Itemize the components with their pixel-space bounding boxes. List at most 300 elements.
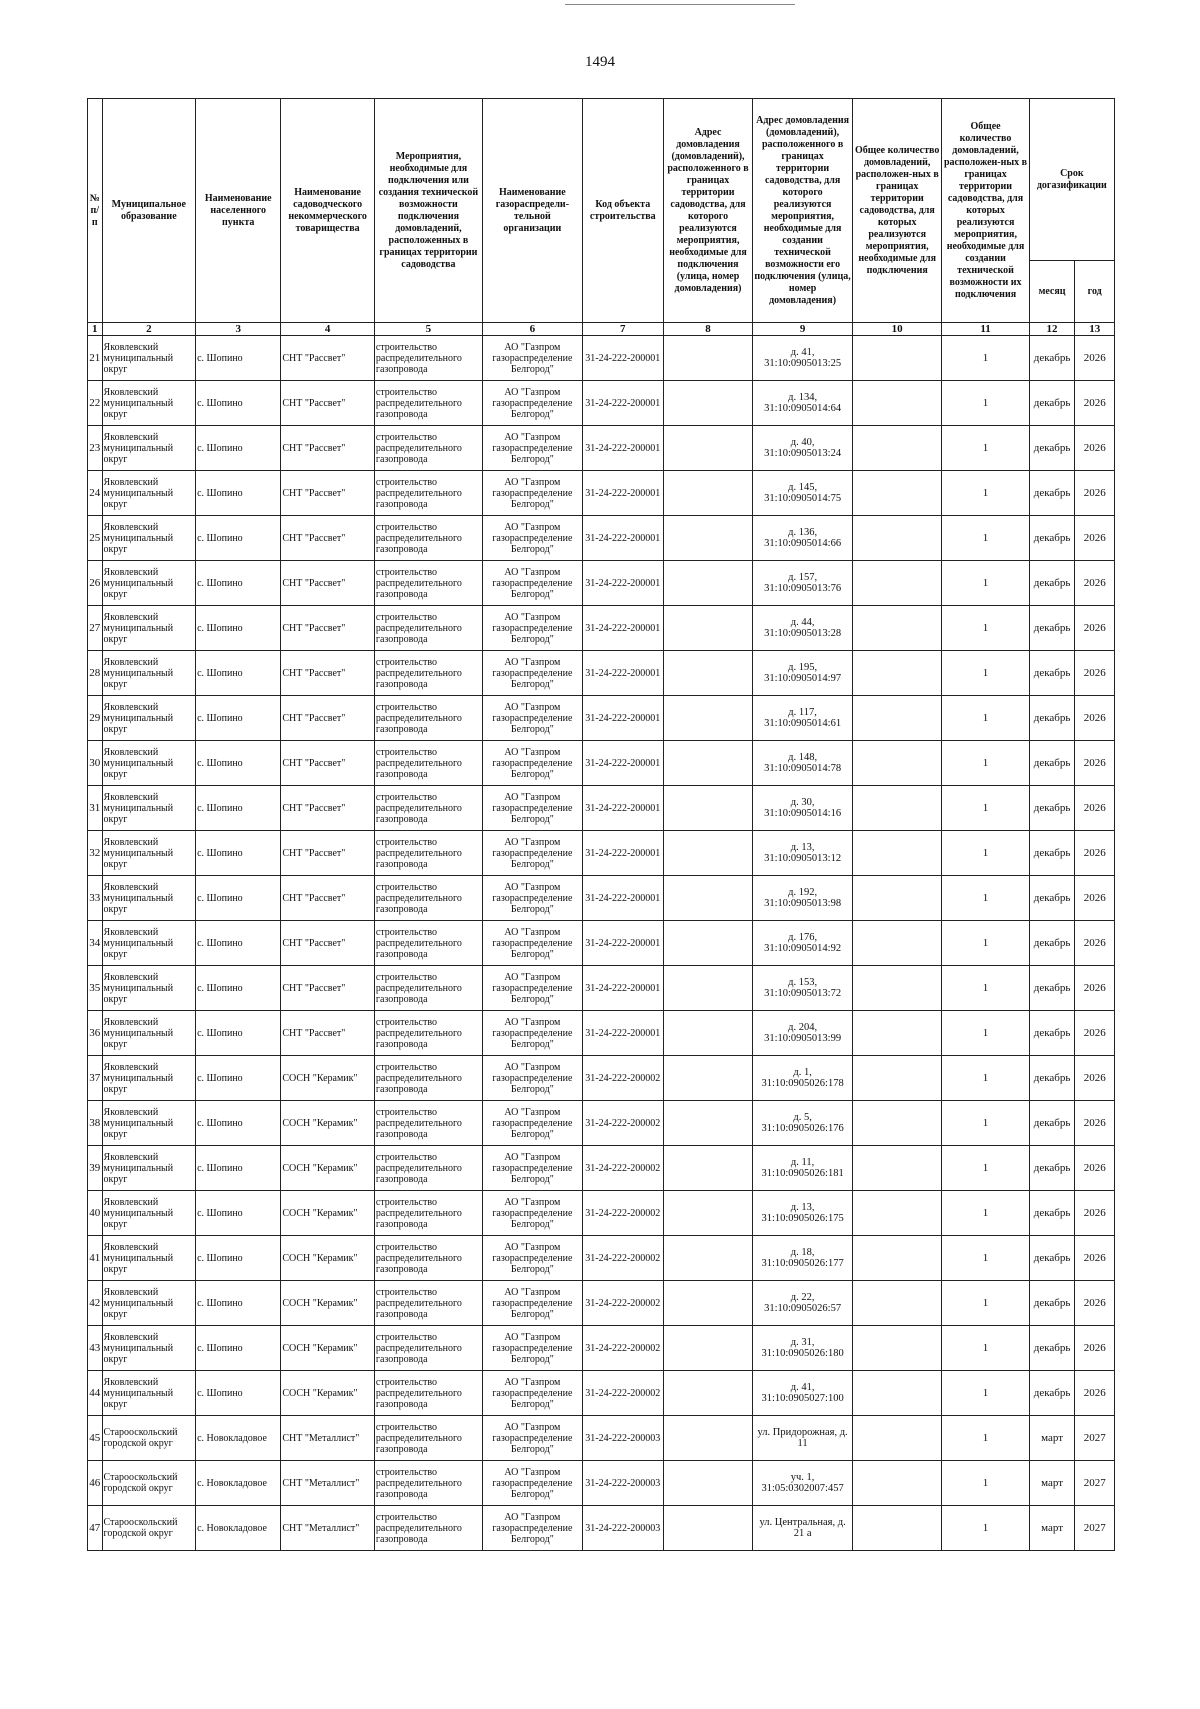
partnership-cell: СНТ "Рассвет" (281, 1011, 375, 1056)
row-number-cell: 31 (88, 786, 103, 831)
row-number-cell: 35 (88, 966, 103, 1011)
object-code-cell: 31-24-222-200001 (582, 921, 663, 966)
address-capability-cell: д. 192, 31:10:0905013:98 (753, 876, 853, 921)
table-row (88, 966, 1115, 1011)
municipality-cell: Яковлевский муниципальный округ (102, 1011, 196, 1056)
column-number-cell: 11 (942, 323, 1029, 336)
deadline-year-cell: 2027 (1075, 1506, 1115, 1551)
partnership-cell: СНТ "Рассвет" (281, 696, 375, 741)
settlement-cell: с. Шопино (196, 876, 281, 921)
settlement-cell: с. Шопино (196, 786, 281, 831)
row-number-cell: 26 (88, 561, 103, 606)
object-code-cell: 31-24-222-200001 (582, 561, 663, 606)
address-connection-cell (663, 1416, 752, 1461)
measures-cell: строительство распределительного газопровода (374, 1101, 482, 1146)
row-number-cell: 21 (88, 336, 103, 381)
gas-org-cell: АО "Газпром газораспределение Белгород" (482, 336, 582, 381)
row-number-cell: 25 (88, 516, 103, 561)
table-row (88, 516, 1115, 561)
partnership-cell: СОСН "Керамик" (281, 1056, 375, 1101)
address-capability-cell: д. 204, 31:10:0905013:99 (753, 1011, 853, 1056)
object-code-cell: 31-24-222-200003 (582, 1416, 663, 1461)
deadline-month-cell: декабрь (1029, 1236, 1075, 1281)
gas-org-cell: АО "Газпром газораспределение Белгород" (482, 1101, 582, 1146)
gas-org-cell: АО "Газпром газораспределение Белгород" (482, 1056, 582, 1101)
partnership-cell: СНТ "Рассвет" (281, 651, 375, 696)
deadline-year-cell: 2026 (1075, 426, 1115, 471)
total-capability-cell: 1 (942, 1056, 1029, 1101)
total-capability-cell: 1 (942, 1416, 1029, 1461)
gas-org-cell: АО "Газпром газораспределение Белгород" (482, 1011, 582, 1056)
address-connection-cell (663, 471, 752, 516)
settlement-cell: с. Шопино (196, 1101, 281, 1146)
object-code-cell: 31-24-222-200001 (582, 966, 663, 1011)
column-number-cell: 3 (196, 323, 281, 336)
object-code-cell: 31-24-222-200001 (582, 1011, 663, 1056)
municipality-cell: Яковлевский муниципальный округ (102, 651, 196, 696)
col-header-total-connection: Общее количество домовладений, расположен-ных в границах территории садоводства, для которых реализуются мероприятия, необходимые для подключения (852, 99, 941, 323)
partnership-cell: СНТ "Рассвет" (281, 606, 375, 651)
deadline-month-cell: декабрь (1029, 651, 1075, 696)
page-number: 1494 (585, 54, 615, 70)
municipality-cell: Яковлевский муниципальный округ (102, 1101, 196, 1146)
deadline-year-cell: 2026 (1075, 1146, 1115, 1191)
total-connection-cell (852, 381, 941, 426)
col-header-gas-org: Наименование газораспредели-тельной организации (482, 99, 582, 323)
partnership-cell: СНТ "Рассвет" (281, 336, 375, 381)
total-connection-cell (852, 426, 941, 471)
row-number-cell: 39 (88, 1146, 103, 1191)
deadline-month-cell: декабрь (1029, 381, 1075, 426)
deadline-month-cell: декабрь (1029, 741, 1075, 786)
address-connection-cell (663, 426, 752, 471)
table-row (88, 1371, 1115, 1416)
deadline-year-cell: 2026 (1075, 651, 1115, 696)
col-header-measures: Мероприятия, необходимые для подключения или создания технической возможности подключения домовладений, расположенных в границах территории садоводства (374, 99, 482, 323)
partnership-cell: СНТ "Рассвет" (281, 381, 375, 426)
municipality-cell: Яковлевский муниципальный округ (102, 1191, 196, 1236)
total-connection-cell (852, 966, 941, 1011)
row-number-cell: 27 (88, 606, 103, 651)
measures-cell: строительство распределительного газопровода (374, 786, 482, 831)
total-capability-cell: 1 (942, 1011, 1029, 1056)
settlement-cell: с. Шопино (196, 1236, 281, 1281)
partnership-cell: СОСН "Керамик" (281, 1326, 375, 1371)
row-number-cell: 44 (88, 1371, 103, 1416)
measures-cell: строительство распределительного газопровода (374, 876, 482, 921)
row-number-cell: 36 (88, 1011, 103, 1056)
deadline-month-cell: декабрь (1029, 516, 1075, 561)
total-capability-cell: 1 (942, 696, 1029, 741)
settlement-cell: с. Шопино (196, 561, 281, 606)
measures-cell: строительство распределительного газопровода (374, 651, 482, 696)
municipality-cell: Старооскольский городской округ (102, 1461, 196, 1506)
total-connection-cell (852, 606, 941, 651)
deadline-month-cell: декабрь (1029, 336, 1075, 381)
settlement-cell: с. Новокладовое (196, 1461, 281, 1506)
address-capability-cell: д. 157, 31:10:0905013:76 (753, 561, 853, 606)
address-capability-cell: д. 44, 31:10:0905013:28 (753, 606, 853, 651)
object-code-cell: 31-24-222-200002 (582, 1326, 663, 1371)
settlement-cell: с. Новокладовое (196, 1506, 281, 1551)
gas-org-cell: АО "Газпром газораспределение Белгород" (482, 1371, 582, 1416)
municipality-cell: Яковлевский муниципальный округ (102, 606, 196, 651)
partnership-cell: СОСН "Керамик" (281, 1281, 375, 1326)
row-number-cell: 32 (88, 831, 103, 876)
deadline-month-cell: декабрь (1029, 1011, 1075, 1056)
table-row (88, 336, 1115, 381)
total-connection-cell (852, 1326, 941, 1371)
table-row (88, 876, 1115, 921)
gas-org-cell: АО "Газпром газораспределение Белгород" (482, 921, 582, 966)
total-capability-cell: 1 (942, 831, 1029, 876)
table-row (88, 741, 1115, 786)
measures-cell: строительство распределительного газопровода (374, 1056, 482, 1101)
partnership-cell: СОСН "Керамик" (281, 1101, 375, 1146)
address-capability-cell: д. 31, 31:10:0905026:180 (753, 1326, 853, 1371)
address-capability-cell: д. 117, 31:10:0905014:61 (753, 696, 853, 741)
municipality-cell: Яковлевский муниципальный округ (102, 336, 196, 381)
address-capability-cell: д. 11, 31:10:0905026:181 (753, 1146, 853, 1191)
address-connection-cell (663, 1146, 752, 1191)
object-code-cell: 31-24-222-200001 (582, 741, 663, 786)
partnership-cell: СНТ "Рассвет" (281, 921, 375, 966)
measures-cell: строительство распределительного газопровода (374, 1281, 482, 1326)
deadline-month-cell: декабрь (1029, 1326, 1075, 1371)
total-capability-cell: 1 (942, 921, 1029, 966)
deadline-year-cell: 2026 (1075, 741, 1115, 786)
address-connection-cell (663, 696, 752, 741)
settlement-cell: с. Шопино (196, 696, 281, 741)
address-connection-cell (663, 831, 752, 876)
settlement-cell: с. Шопино (196, 966, 281, 1011)
table-row (88, 1236, 1115, 1281)
address-capability-cell: д. 41, 31:10:0905027:100 (753, 1371, 853, 1416)
settlement-cell: с. Шопино (196, 741, 281, 786)
deadline-year-cell: 2026 (1075, 876, 1115, 921)
row-number-cell: 45 (88, 1416, 103, 1461)
object-code-cell: 31-24-222-200002 (582, 1056, 663, 1101)
row-number-cell: 40 (88, 1191, 103, 1236)
address-connection-cell (663, 921, 752, 966)
municipality-cell: Яковлевский муниципальный округ (102, 1236, 196, 1281)
total-connection-cell (852, 1416, 941, 1461)
deadline-year-cell: 2027 (1075, 1461, 1115, 1506)
total-connection-cell (852, 741, 941, 786)
address-capability-cell: д. 13, 31:10:0905013:12 (753, 831, 853, 876)
municipality-cell: Яковлевский муниципальный округ (102, 921, 196, 966)
deadline-month-cell: декабрь (1029, 1146, 1075, 1191)
address-capability-cell: д. 41, 31:10:0905013:25 (753, 336, 853, 381)
table-row (88, 1101, 1115, 1146)
gas-org-cell: АО "Газпром газораспределение Белгород" (482, 1506, 582, 1551)
object-code-cell: 31-24-222-200002 (582, 1146, 663, 1191)
table-row (88, 561, 1115, 606)
row-number-cell: 43 (88, 1326, 103, 1371)
col-header-address-capability: Адрес домовладения (домовладений), расположенного в границах территории садоводства, для которого реализуются мероприятия, необходимые для создании технической возможности его подключения (улица, номер домовладения) (753, 99, 853, 323)
total-connection-cell (852, 1191, 941, 1236)
settlement-cell: с. Шопино (196, 381, 281, 426)
total-capability-cell: 1 (942, 516, 1029, 561)
col-header-total-capability: Общее количество домовладений, расположен-ных в границах территории садоводства, для которых реализуются мероприятия, необходимые для создании технической возможности их подключения (942, 99, 1029, 323)
gas-org-cell: АО "Газпром газораспределение Белгород" (482, 1281, 582, 1326)
gas-org-cell: АО "Газпром газораспределение Белгород" (482, 1326, 582, 1371)
col-header-year: год (1075, 261, 1115, 323)
row-number-cell: 41 (88, 1236, 103, 1281)
deadline-year-cell: 2026 (1075, 606, 1115, 651)
measures-cell: строительство распределительного газопровода (374, 336, 482, 381)
municipality-cell: Яковлевский муниципальный округ (102, 696, 196, 741)
measures-cell: строительство распределительного газопровода (374, 1146, 482, 1191)
row-number-cell: 47 (88, 1506, 103, 1551)
table-row (88, 1281, 1115, 1326)
address-connection-cell (663, 516, 752, 561)
municipality-cell: Яковлевский муниципальный округ (102, 516, 196, 561)
settlement-cell: с. Шопино (196, 1056, 281, 1101)
total-connection-cell (852, 1281, 941, 1326)
settlement-cell: с. Шопино (196, 471, 281, 516)
total-connection-cell (852, 1236, 941, 1281)
total-connection-cell (852, 1506, 941, 1551)
municipality-cell: Яковлевский муниципальный округ (102, 831, 196, 876)
gas-org-cell: АО "Газпром газораспределение Белгород" (482, 831, 582, 876)
object-code-cell: 31-24-222-200002 (582, 1371, 663, 1416)
address-capability-cell: уч. 1, 31:05:0302007:457 (753, 1461, 853, 1506)
col-header-municipality: Муниципальное образование (102, 99, 196, 323)
partnership-cell: СНТ "Рассвет" (281, 471, 375, 516)
municipality-cell: Яковлевский муниципальный округ (102, 561, 196, 606)
row-number-cell: 24 (88, 471, 103, 516)
measures-cell: строительство распределительного газопровода (374, 1011, 482, 1056)
gas-org-cell: АО "Газпром газораспределение Белгород" (482, 381, 582, 426)
deadline-year-cell: 2026 (1075, 1371, 1115, 1416)
partnership-cell: СНТ "Рассвет" (281, 741, 375, 786)
address-capability-cell: д. 153, 31:10:0905013:72 (753, 966, 853, 1011)
address-connection-cell (663, 1011, 752, 1056)
address-connection-cell (663, 786, 752, 831)
column-number-cell: 12 (1029, 323, 1075, 336)
total-capability-cell: 1 (942, 1146, 1029, 1191)
address-capability-cell: д. 148, 31:10:0905014:78 (753, 741, 853, 786)
address-capability-cell: ул. Придорожная, д. 11 (753, 1416, 853, 1461)
gas-org-cell: АО "Газпром газораспределение Белгород" (482, 471, 582, 516)
table-row (88, 1146, 1115, 1191)
address-capability-cell: д. 136, 31:10:0905014:66 (753, 516, 853, 561)
object-code-cell: 31-24-222-200001 (582, 831, 663, 876)
total-capability-cell: 1 (942, 1101, 1029, 1146)
row-number-cell: 22 (88, 381, 103, 426)
deadline-month-cell: декабрь (1029, 1056, 1075, 1101)
deadline-year-cell: 2026 (1075, 1191, 1115, 1236)
deadline-year-cell: 2026 (1075, 336, 1115, 381)
column-number-cell: 10 (852, 323, 941, 336)
gas-org-cell: АО "Газпром газораспределение Белгород" (482, 1191, 582, 1236)
object-code-cell: 31-24-222-200002 (582, 1101, 663, 1146)
address-capability-cell: д. 30, 31:10:0905014:16 (753, 786, 853, 831)
municipality-cell: Яковлевский муниципальный округ (102, 876, 196, 921)
deadline-year-cell: 2026 (1075, 921, 1115, 966)
deadline-year-cell: 2026 (1075, 831, 1115, 876)
column-number-row (88, 323, 1115, 336)
settlement-cell: с. Шопино (196, 1281, 281, 1326)
deadline-month-cell: декабрь (1029, 426, 1075, 471)
row-number-cell: 30 (88, 741, 103, 786)
table-row (88, 471, 1115, 516)
deadline-month-cell: март (1029, 1461, 1075, 1506)
measures-cell: строительство распределительного газопровода (374, 381, 482, 426)
settlement-cell: с. Шопино (196, 1011, 281, 1056)
table-row (88, 651, 1115, 696)
total-connection-cell (852, 1101, 941, 1146)
object-code-cell: 31-24-222-200001 (582, 786, 663, 831)
total-capability-cell: 1 (942, 1236, 1029, 1281)
total-capability-cell: 1 (942, 1326, 1029, 1371)
col-header-deadline: Срок догазификации (1029, 99, 1114, 261)
total-connection-cell (852, 651, 941, 696)
col-header-settlement: Наименование населенного пункта (196, 99, 281, 323)
object-code-cell: 31-24-222-200001 (582, 516, 663, 561)
address-connection-cell (663, 1506, 752, 1551)
object-code-cell: 31-24-222-200001 (582, 426, 663, 471)
object-code-cell: 31-24-222-200002 (582, 1191, 663, 1236)
gas-org-cell: АО "Газпром газораспределение Белгород" (482, 876, 582, 921)
measures-cell: строительство распределительного газопровода (374, 1191, 482, 1236)
settlement-cell: с. Шопино (196, 1371, 281, 1416)
row-number-cell: 28 (88, 651, 103, 696)
column-number-cell: 13 (1075, 323, 1115, 336)
municipality-cell: Яковлевский муниципальный округ (102, 786, 196, 831)
gasification-table (87, 98, 1115, 1551)
table-body (88, 336, 1115, 1551)
deadline-year-cell: 2026 (1075, 516, 1115, 561)
municipality-cell: Яковлевский муниципальный округ (102, 1281, 196, 1326)
address-connection-cell (663, 966, 752, 1011)
deadline-year-cell: 2026 (1075, 1326, 1115, 1371)
partnership-cell: СОСН "Керамик" (281, 1191, 375, 1236)
address-connection-cell (663, 381, 752, 426)
table-row (88, 831, 1115, 876)
settlement-cell: с. Шопино (196, 831, 281, 876)
total-connection-cell (852, 336, 941, 381)
partnership-cell: СОСН "Керамик" (281, 1371, 375, 1416)
municipality-cell: Старооскольский городской округ (102, 1416, 196, 1461)
total-capability-cell: 1 (942, 471, 1029, 516)
object-code-cell: 31-24-222-200001 (582, 471, 663, 516)
measures-cell: строительство распределительного газопровода (374, 921, 482, 966)
address-capability-cell: д. 13, 31:10:0905026:175 (753, 1191, 853, 1236)
partnership-cell: СНТ "Рассвет" (281, 426, 375, 471)
address-capability-cell: д. 195, 31:10:0905014:97 (753, 651, 853, 696)
total-capability-cell: 1 (942, 651, 1029, 696)
settlement-cell: с. Новокладовое (196, 1416, 281, 1461)
table-row (88, 1416, 1115, 1461)
total-capability-cell: 1 (942, 426, 1029, 471)
measures-cell: строительство распределительного газопровода (374, 1326, 482, 1371)
gas-org-cell: АО "Газпром газораспределение Белгород" (482, 786, 582, 831)
municipality-cell: Яковлевский муниципальный округ (102, 1326, 196, 1371)
partnership-cell: СНТ "Рассвет" (281, 831, 375, 876)
gas-org-cell: АО "Газпром газораспределение Белгород" (482, 426, 582, 471)
measures-cell: строительство распределительного газопровода (374, 561, 482, 606)
object-code-cell: 31-24-222-200001 (582, 606, 663, 651)
total-connection-cell (852, 876, 941, 921)
address-capability-cell: д. 5, 31:10:0905026:176 (753, 1101, 853, 1146)
table-row (88, 1056, 1115, 1101)
table-row (88, 426, 1115, 471)
deadline-month-cell: декабрь (1029, 471, 1075, 516)
table-row (88, 381, 1115, 426)
total-connection-cell (852, 921, 941, 966)
object-code-cell: 31-24-222-200002 (582, 1236, 663, 1281)
column-number-cell: 8 (663, 323, 752, 336)
municipality-cell: Яковлевский муниципальный округ (102, 1371, 196, 1416)
address-capability-cell: д. 176, 31:10:0905014:92 (753, 921, 853, 966)
deadline-year-cell: 2026 (1075, 1101, 1115, 1146)
table-row (88, 1326, 1115, 1371)
column-number-cell: 1 (88, 323, 103, 336)
municipality-cell: Яковлевский муниципальный округ (102, 966, 196, 1011)
total-capability-cell: 1 (942, 966, 1029, 1011)
settlement-cell: с. Шопино (196, 651, 281, 696)
deadline-month-cell: март (1029, 1416, 1075, 1461)
address-connection-cell (663, 1101, 752, 1146)
col-header-n: № п/п (88, 99, 103, 323)
settlement-cell: с. Шопино (196, 336, 281, 381)
deadline-month-cell: декабрь (1029, 696, 1075, 741)
measures-cell: строительство распределительного газопровода (374, 696, 482, 741)
municipality-cell: Старооскольский городской округ (102, 1506, 196, 1551)
column-number-cell: 4 (281, 323, 375, 336)
municipality-cell: Яковлевский муниципальный округ (102, 1056, 196, 1101)
total-capability-cell: 1 (942, 606, 1029, 651)
municipality-cell: Яковлевский муниципальный округ (102, 1146, 196, 1191)
object-code-cell: 31-24-222-200001 (582, 381, 663, 426)
municipality-cell: Яковлевский муниципальный округ (102, 471, 196, 516)
deadline-month-cell: декабрь (1029, 786, 1075, 831)
total-connection-cell (852, 1146, 941, 1191)
total-capability-cell: 1 (942, 1281, 1029, 1326)
col-header-month: месяц (1029, 261, 1075, 323)
total-connection-cell (852, 786, 941, 831)
gas-org-cell: АО "Газпром газораспределение Белгород" (482, 1236, 582, 1281)
address-capability-cell: д. 1, 31:10:0905026:178 (753, 1056, 853, 1101)
total-connection-cell (852, 1461, 941, 1506)
measures-cell: строительство распределительного газопровода (374, 1506, 482, 1551)
object-code-cell: 31-24-222-200003 (582, 1506, 663, 1551)
address-connection-cell (663, 1371, 752, 1416)
deadline-month-cell: декабрь (1029, 966, 1075, 1011)
address-capability-cell: ул. Центральная, д. 21 а (753, 1506, 853, 1551)
partnership-cell: СНТ "Металлист" (281, 1461, 375, 1506)
col-header-object-code: Код объекта строительства (582, 99, 663, 323)
row-number-cell: 23 (88, 426, 103, 471)
row-number-cell: 38 (88, 1101, 103, 1146)
measures-cell: строительство распределительного газопровода (374, 606, 482, 651)
table-row (88, 1506, 1115, 1551)
gas-org-cell: АО "Газпром газораспределение Белгород" (482, 741, 582, 786)
column-number-cell: 2 (102, 323, 196, 336)
gas-org-cell: АО "Газпром газораспределение Белгород" (482, 696, 582, 741)
deadline-year-cell: 2026 (1075, 1056, 1115, 1101)
address-connection-cell (663, 1326, 752, 1371)
scan-top-rule (565, 4, 795, 5)
object-code-cell: 31-24-222-200001 (582, 336, 663, 381)
object-code-cell: 31-24-222-200002 (582, 1281, 663, 1326)
gas-org-cell: АО "Газпром газораспределение Белгород" (482, 561, 582, 606)
address-connection-cell (663, 606, 752, 651)
row-number-cell: 46 (88, 1461, 103, 1506)
column-number-cell: 9 (753, 323, 853, 336)
